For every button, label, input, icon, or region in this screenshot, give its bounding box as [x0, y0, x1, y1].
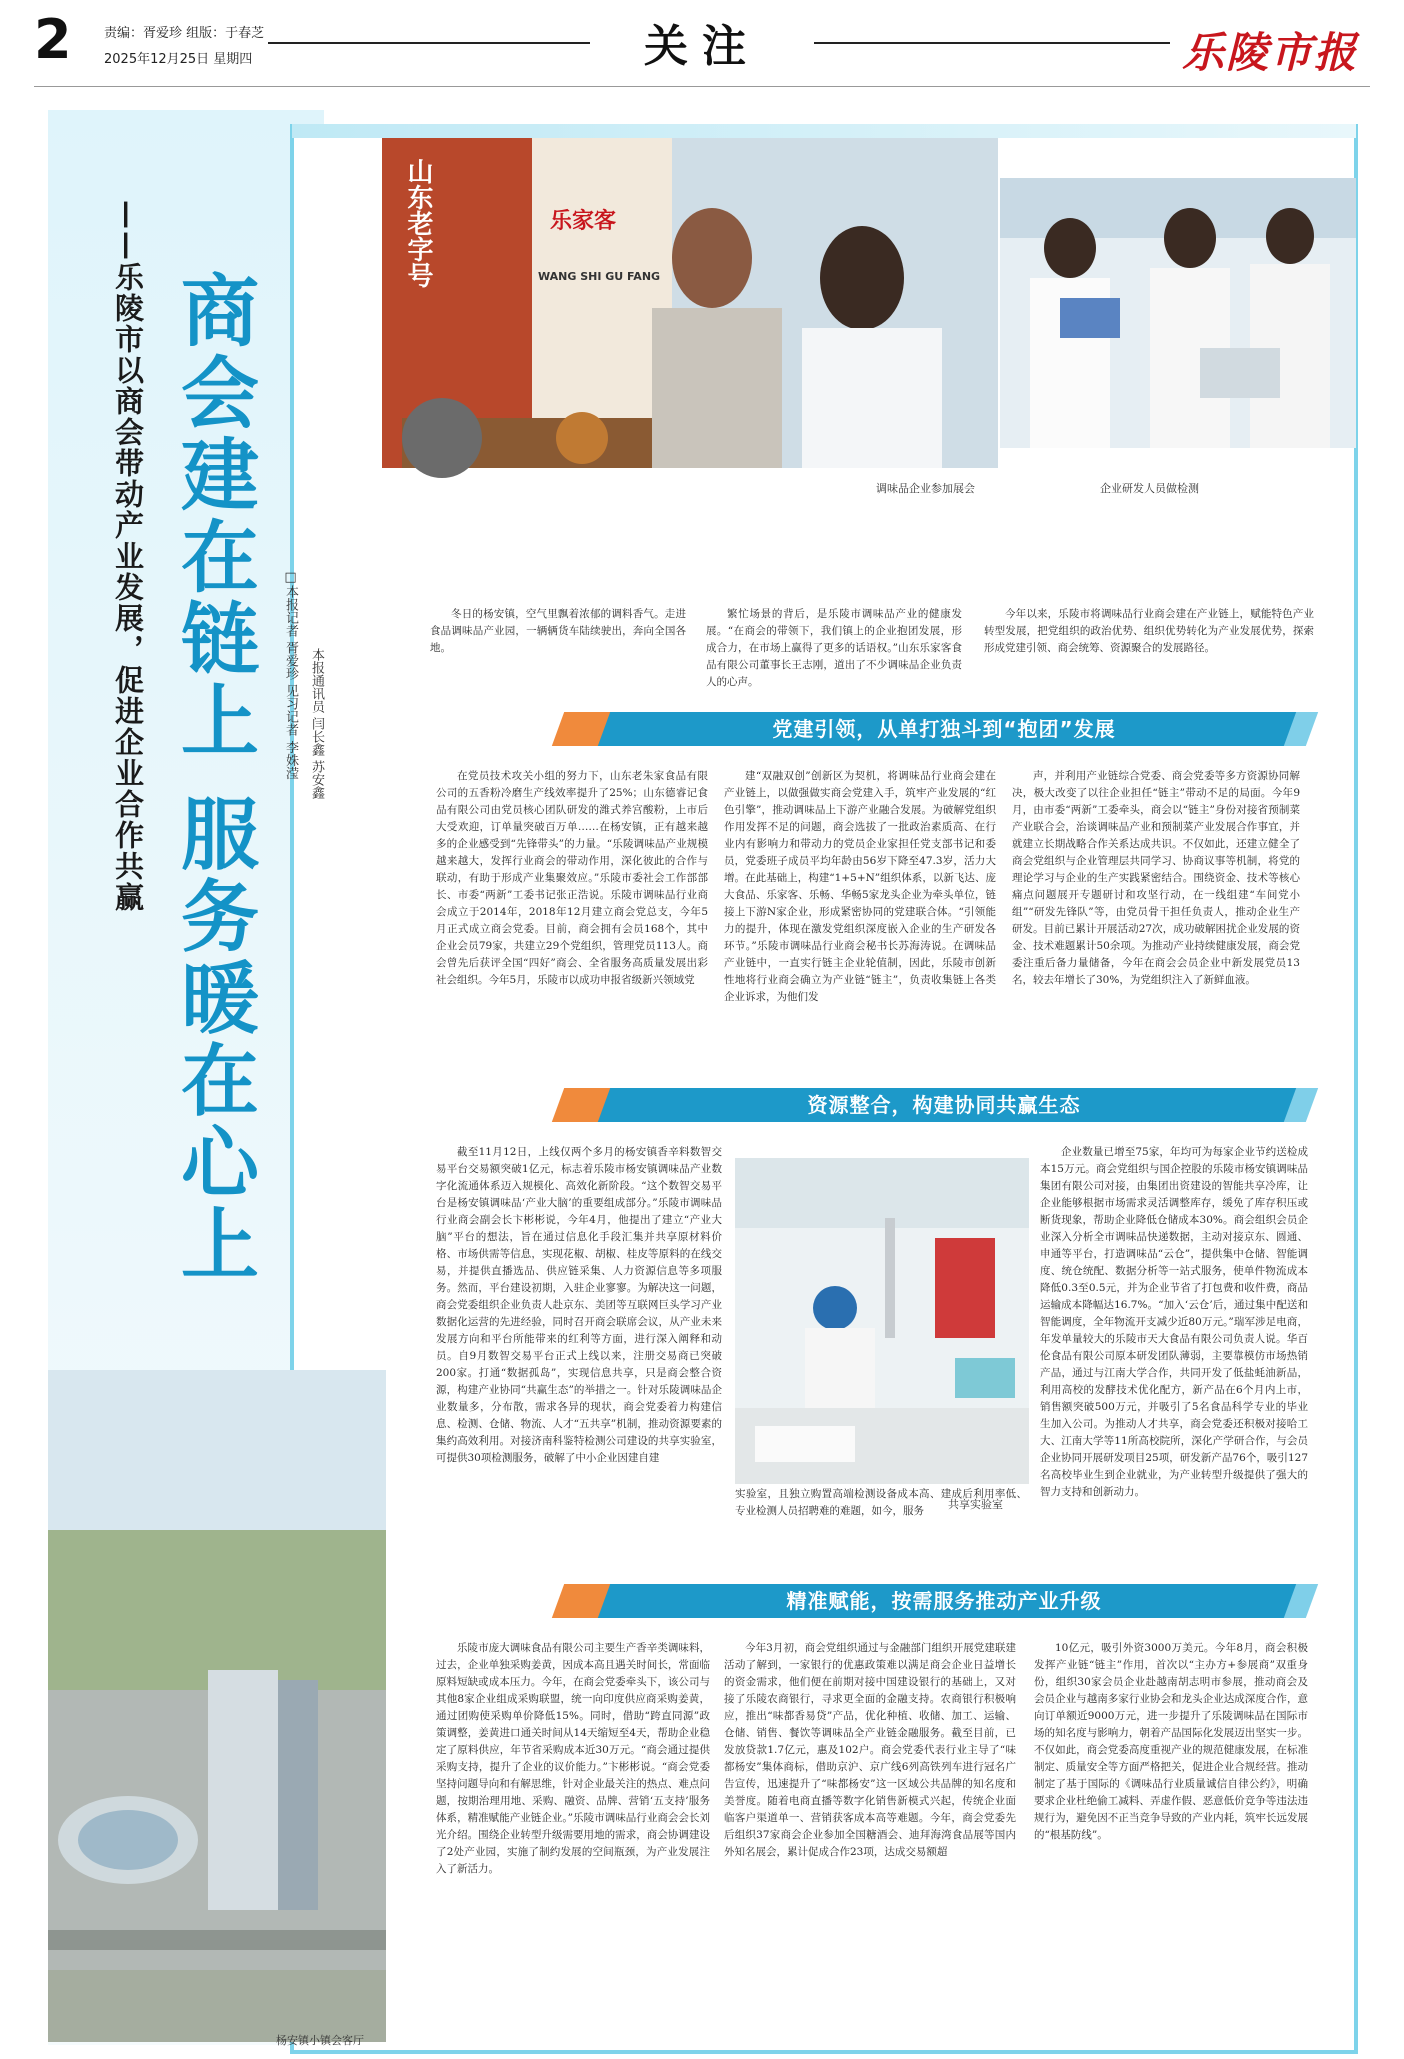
town-aerial-photo	[48, 1370, 386, 2042]
header-rule-left	[268, 42, 590, 44]
article-frame-top-strip	[292, 124, 1356, 138]
section-banner-resource-integration	[584, 1088, 1304, 1122]
expo-photo	[382, 138, 998, 468]
section2-column-b: 实验室，且独立购置高端检测设备成本高、建成后利用率低、专业检测人员招聘难的难题，如今，服务	[735, 1488, 1027, 1517]
section3-column-a: 乐陵市庞大调味食品有限公司主要生产香辛类调味料，过去，企业单独采购姜黄，因成本高且遇关时间长，常面临原料短缺或成本压力。今年，在商会党委牵头下，该公司与其他8家企业组成采购联盟，统一向印度供应商采购姜黄，通过团购使采购单价降低15%。同时，借助“跨直同源”政策调整，姜黄进口通关时间从14天缩短至4天，帮助企业稳定了原料供应，年节省采购成本近30万元。“商会通过提供采购支持，提升了企业的议价能力。”卞彬彬说。“商会党委坚持问题导向和有解思维，针对企业最关注的热点、难点问题，按期治理用地、采购、融资、品牌、营销‘五支持’服务体系，精准赋能产业链企业。”乐陵市调味品行业商会会长刘光介绍。围绕企业转型升级需要用地的需求，商会协调建设了2处产业园，实施了制约发展的空间瓶颈，为产业发展注入了新活力。	[436, 1642, 710, 1875]
section-banner-title: 资源整合，构建协同共赢生态	[807, 1093, 1081, 1117]
section3-column-b: 今年3月初，商会党组织通过与金融部门组织开展党建联建活动了解到，一家银行的优惠政策难以满足商会企业日益增长的资金需求，他们便在前期对接中国建设银行的基础上，又对接了乐陵农商银行，寻求更全面的金融支持。农商银行积极响应，推出“味都香易贷”产品，优化种植、收储、加工、运输、仓储、销售、餐饮等调味品全产业链金融服务。截至目前，已发放贷款1.7亿元，惠及102户。商会党委代表行业主导了“味都杨安”集体商标，借助京沪、京广线6列高铁列车进行冠名广告宣传，迅速提升了“味都杨安”这一区域公共品牌的知名度和美誉度。随着电商直播等数字化销售新模式兴起，传统企业面临客户渠道单一、营销获客成本高等难题。今年，商会党委先后组织37家商会企业参加全国糖酒会、迪拜海湾食品展等国内外知名展会，累计促成合作23项，达成交易额超	[724, 1642, 1016, 1858]
intro-paragraph-3: 今年以来，乐陵市将调味品行业商会建在产业链上，赋能特色产业转型发展，把党组织的政治优势、组织优势转化为产业发展优势，探索形成党建引领、商会统筹、资源聚合的发展路径。	[984, 608, 1314, 654]
expo-photo-illustration	[382, 138, 998, 468]
page-number: 2	[34, 8, 72, 71]
section1-column-c: 声，并利用产业链综合党委、商会党委等多方资源协同解决，极大改变了以往企业担任“链主”带动不足的局面。今年9月，由市委“两新”工委牵头，商会以“链主”身份对接省预制菜产业联合会，治谈调味品产业和预制菜产业发展合作事宜，并就建立长期战略合作关系达成共识。不仅如此，还建立健全了商会党组织与企业管理层共同学习、协商议事等机制，将党的理论学习与企业的生产实践紧密结合。围绕资金、技术等核心痛点问题展开专题研讨和攻坚行动，在一线组建“车间党小组”“研发先锋队”等，由党员骨干担任负责人，推动企业生产研发。目前已累计开展活动27次，成功破解困扰企业发展的资金、技术难题累计50余项。为推动产业持续健康发展，商会党委注重后备力量储备，今年在商会会员企业中新发展党员13名，较去年增长了30%，为党组织注入了新鲜血液。	[1012, 770, 1300, 986]
editor-credits: 责编：胥爱珍 组版：于春芝	[104, 26, 265, 41]
byline-reporters: □本报记者 胥爱珍 见习记者 李姝滢	[283, 570, 298, 780]
expo-photo-caption: 调味品企业参加展会	[876, 482, 975, 495]
shared-lab-photo	[735, 1158, 1029, 1484]
shared-lab-caption: 共享实验室	[948, 1498, 1003, 1511]
section-banner-title: 精准赋能，按需服务推动产业升级	[786, 1589, 1102, 1613]
section-banner-title: 党建引领，从单打独斗到“抱团”发展	[772, 717, 1116, 741]
expo-sign-brand: 乐家客	[550, 209, 617, 234]
expo-sign-heritage: 山东老字号	[403, 158, 433, 288]
header-divider	[34, 86, 1370, 87]
section1-column-b: 建“双融双创”创新区为契机，将调味品行业商会建在产业链上，以做强做实商会党建入手，筑牢产业发展的“红色引擎”，推动调味品上下游产业融合发展。为破解党组织作用发挥不足的问题，商会选拔了一批政治素质高、在行业内有影响力和带动力的党员企业家担任党支部书记和委员，党委班子成员平均年龄由56岁下降至47.3岁，活力大增。在此基础上，构建“1+5+N”组织体系，以新飞达、庞大食品、乐家客、乐畅、华畅5家龙头企业为牵头单位，链接上下游N家企业，形成紧密协同的党建联合体。“引领能力的提升，体现在激发党组织深度嵌入企业的生产研发各环节。”乐陵市调味品行业商会秘书长苏海涛说。在调味品产业链中，一直实行链主企业轮值制，因此，乐陵市创新性地将行业商会确立为产业链“链主”，负责收集链上各类企业诉求，为他们发	[724, 770, 996, 1003]
section2-column-a: 截至11月12日，上线仅两个多月的杨安镇香辛料数智交易平台交易额突破1亿元，标志着乐陵市杨安镇调味品产业数字化流通体系迈入规模化、高效化新阶段。“这个数智交易平台是杨安镇调味品‘产业大脑’的重要组成部分。”乐陵市调味品行业商会副会长卞彬彬说，今年4月，他提出了建立“产业大脑”平台的想法，旨在通过信息化手段汇集并共享原材料价格、市场供需等信息，实现花椒、胡椒、桂皮等原料的在线交易，并提供直播选品、供应链采集、人力资源信息等多项服务。然而，平台建设初期，入驻企业寥寥。为解决这一问题，商会党委组织企业负责人赴京东、美团等互联网巨头学习产业数据化运营的先进经验，同时召开商会联席会议，从产业未来发展方向和平台所能带来的红利等方面，进行深入阐释和动员。自9月数智交易平台正式上线以来，注册交易商已突破200家。打通“数据孤岛”，实现信息共享，只是商会整合资源，构建产业协同“共赢生态”的举措之一。针对乐陵调味品企业数量多，分布散，需求各异的现状，商会党委着力构建信息、检测、仓储、物流、人才“五共享”机制，推动资源要素的集约高效利用。对接济南科鉴特检测公司建设的共享实验室，可提供30项检测服务，破解了中小企业因建自建	[436, 1146, 722, 1464]
section-title: 关注	[644, 21, 760, 72]
issue-date: 2025年12月25日 星期四	[104, 52, 253, 67]
section1-column-a: 在党员技术攻关小组的努力下，山东老朱家食品有限公司的五香粉冷磨生产线效率提升了25%；山东德睿记食品有限公司由党员核心团队研发的潍式养宫酸粉，上市后大受欢迎，订单量突破百万单……在杨安镇，正有越来越多的企业感受到“先锋带头”的力量。“乐陵调味品产业规模越来越大，发挥行业商会的带动作用，深化彼此的合作与联动，有助于形成产业集聚效应。”乐陵市委社会工作部部长、市委“两新”工委书记张正浩说。乐陵市调味品行业商会成立于2014年，2018年12月建立商会党总支，今年5月正式成立商会党委。目前，商会拥有会员168个，其中企业会员79家，共建立29个党组织，管理党员113人。商会曾先后获评全国“四好”商会、全省服务高质量发展出彩社会组织。今年5月，乐陵市以成功申报省级新兴领域党	[436, 770, 708, 986]
page-header	[0, 0, 1404, 84]
expo-sign-pinyin: WANG SHI GU FANG	[538, 270, 661, 283]
section3-column-c: 10亿元，吸引外资3000万美元。今年8月，商会积极发挥产业链“链主”作用，首次以“主办方+参展商”双重身份，组织30家会员企业赴越南胡志明市参展，推动商会及会员企业与越南多家行业协会和龙头企业达成深度合作，意向订单额近9000万元，进一步提升了乐陵调味品在国际市场的知名度与影响力，朝着产品国际化发展迈出坚实一步。不仅如此，商会党委高度重视产业的规范健康发展，在标准制定、质量安全等方面严格把关，促进企业合规经营。推动制定了基于国际的《调味品行业质量诚信自律公约》，明确要求企业杜绝偷工减料、弄虚作假、恶意低价竞争等违法违规行为，避免因不正当竞争导致的产业内耗，筑牢长远发展的“根基防线”。	[1034, 1642, 1308, 1841]
sub-headline: ——乐陵市以商会带动产业发展，促进企业合作共赢	[111, 200, 145, 913]
main-headline: 商会建在链上 服务暖在心上	[168, 270, 258, 1286]
shared-lab-photo-illustration	[735, 1158, 1029, 1484]
lab-photo-caption: 企业研发人员做检测	[1100, 482, 1199, 495]
section2-column-c: 企业数量已增至75家，年均可为每家企业节约送检成本15万元。商会党组织与国企控股的乐陵市杨安镇调味品集团有限公司对接，由集团出资建设的智能共享冷库，让企业能够根据市场需求灵活调整库存，缓免了库存积压或断货现象，帮助企业降低仓储成本30%。商会组织会员企业深入分析全市调味品快递数据，主动对接京东、圆通、申通等平台，打造调味品“云仓”，提供集中仓储、智能调度、统仓统配、数据分析等一站式服务，使单件物流成本降低0.3至0.5元，并为企业节省了打包费和收件费，商品运输成本降幅达16.7%。“加入‘云仓’后，通过集中配送和智能调度，全年物流开支减少近80万元。”瑞军涉足电商，年发单量较大的乐陵市天大食品有限公司负责人说。华百伦食品有限公司原本研发团队薄弱，主要靠模仿市场热销产品，通过与江南大学合作，共同开发了低盐蚝油新品，利用高校的发酵技术优化配方，新产品在6个月内上市，销售额突破500万元，并吸引了5名食品科学专业的毕业生加入公司。为推动人才共享，商会党委还积极对接哈工大、江南大学等11所高校院所，深化产学研合作，与会员企业协同开展研发项目25项，研发新产品76个，吸引127名高校毕业生到企业就业，为产业转型升级提供了强大的智力支持和创新动力。	[1040, 1146, 1308, 1498]
town-aerial-illustration	[48, 1370, 386, 2042]
intro-paragraph-1: 冬日的杨安镇，空气里飘着浓郁的调料香气。走进食品调味品产业园，一辆辆货车陆续驶出，奔向全国各地。	[430, 608, 686, 654]
intro-paragraph-2: 繁忙场景的背后，是乐陵市调味品产业的健康发展。“在商会的带领下，我们镇上的企业抱团发展，形成合力，在市场上赢得了更多的话语权。”山东乐家客食品有限公司董事长王志刚，道出了不少调味品企业负责人的心声。	[706, 608, 962, 688]
lab-photo-illustration	[1000, 178, 1356, 448]
lab-photo	[1000, 178, 1356, 448]
newspaper-brand-logo: 乐陵市报	[1182, 28, 1359, 77]
section-banner-precise-empowerment	[584, 1584, 1304, 1618]
town-photo-caption: 杨安镇小镇会客厅	[276, 2034, 364, 2047]
byline-correspondents: 本报通讯员 闫长鑫 苏安鑫	[309, 648, 324, 800]
header-rule-right	[814, 42, 1170, 44]
section-banner-party-building	[584, 712, 1304, 746]
